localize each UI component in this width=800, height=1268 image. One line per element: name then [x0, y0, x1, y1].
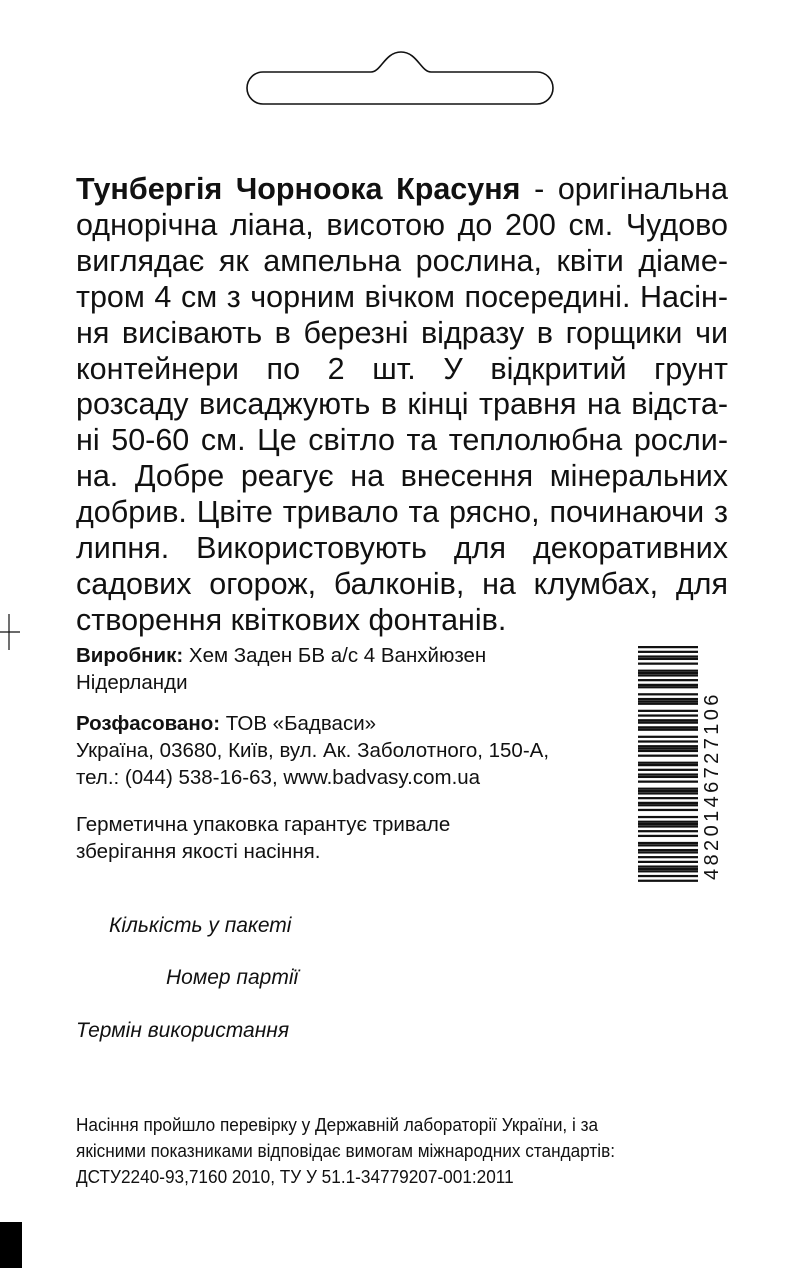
barcode-bar: [638, 842, 698, 844]
certification-line: Насіння пройшло перевірку у Державній лабораторії України, і за: [76, 1114, 599, 1135]
barcode-bar: [638, 830, 698, 832]
barcode-bar: [638, 804, 698, 806]
barcode-bar: [638, 710, 698, 712]
description-line: розсаду висаджують в кінці травня на відста-: [76, 387, 728, 422]
quantity-field-label: Кількість у пакеті: [109, 914, 292, 937]
barcode-bar: [638, 750, 698, 752]
barcode-bar: [638, 747, 698, 749]
crop-mark-icon: [0, 614, 22, 652]
product-description: [76, 172, 728, 639]
barcode-bar: [638, 870, 698, 872]
barcode-bar: [638, 658, 698, 660]
hang-hole-outline: [243, 50, 559, 108]
hermetic-line: зберігання якості насіння.: [76, 840, 321, 863]
packer-name: ТОВ «Бадваси»: [225, 712, 377, 735]
barcode-bar: [638, 788, 698, 790]
barcode-bar: [638, 809, 698, 811]
barcode-bar: [638, 790, 698, 792]
barcode-bar: [638, 693, 698, 695]
barcode-bar: [638, 700, 698, 702]
description-line: тром 4 см з чорним вічком посередині. Насін-: [76, 279, 728, 314]
barcode-bar: [638, 726, 698, 728]
barcode-bar: [638, 722, 698, 724]
barcode-bar: [638, 764, 698, 766]
color-registration-mark: [0, 1222, 22, 1268]
packer-label: Розфасовано:: [76, 712, 221, 735]
barcode: [638, 646, 700, 882]
producer-label: Виробник:: [76, 644, 184, 667]
barcode-bar: [638, 655, 698, 657]
description-line: з липня. Використовують для декоративних: [76, 495, 728, 566]
packer-contacts: тел.: (044) 538-16-63, www.badvasy.com.ua: [76, 766, 481, 789]
barcode-bar: [638, 821, 698, 823]
barcode-bar: [638, 797, 698, 799]
barcode-bar: [638, 825, 698, 827]
producer-country: Нідерланди: [76, 671, 188, 694]
barcode-bar: [638, 719, 698, 721]
barcode-bar: [638, 856, 698, 858]
product-title: Тунбергія Чорноока Красуня: [76, 172, 521, 206]
description-line: на. Добре реагує на внесення мінеральних: [76, 459, 728, 494]
barcode-bar: [638, 703, 698, 705]
barcode-bar: [638, 762, 698, 764]
barcode-bar: [638, 684, 698, 686]
barcode-bar: [638, 816, 698, 818]
barcode-bar: [638, 646, 698, 648]
barcode-bar: [638, 672, 698, 674]
barcode-bar: [638, 865, 698, 867]
barcode-bar: [638, 875, 698, 877]
certification-line: ДСТУ2240-93,7160 2010, ТУ У 51.1-34779207-001:2011: [76, 1166, 514, 1187]
barcode-bar: [638, 835, 698, 837]
barcode-bar: [638, 745, 698, 747]
barcode-bar: [638, 781, 698, 783]
certification-note: [76, 1112, 690, 1190]
barcode-bar: [638, 714, 698, 716]
hermetic-line: Герметична упаковка гарантує тривале: [76, 813, 451, 836]
barcode-bar: [638, 880, 698, 882]
description-line: садових огорож, балконів, на клумбах, для: [76, 566, 728, 601]
description-line: ня висівають в березні відразу в горщики: [76, 315, 683, 350]
producer-name: Хем Заден БВ а/с 4 Ванхйюзен: [188, 644, 487, 667]
barcode-bar: [638, 776, 698, 778]
barcode-bar: [638, 663, 698, 665]
barcode-digits: 4820146727106: [701, 691, 723, 880]
barcode-bar: [638, 773, 698, 775]
barcode-bar: [638, 686, 698, 688]
batch-number-field-label: Номер партії: [166, 966, 299, 989]
description-line: добрив. Цвіте тривало та рясно, починаючи: [76, 495, 705, 530]
barcode-bar: [638, 802, 698, 804]
hermetic-note: [76, 811, 636, 865]
description-line: - оригінальна: [534, 172, 728, 206]
barcode-bar: [638, 698, 698, 700]
expiry-field-label: Термін використання: [76, 1019, 290, 1042]
packer-address: Україна, 03680, Київ, вул. Ак. Заболотного, 150-А,: [76, 739, 550, 762]
barcode-bar: [638, 679, 698, 681]
barcode-bar: [638, 861, 698, 863]
description-line: виглядає як ампельна рослина, квіти діаме-: [76, 243, 728, 278]
barcode-bar: [638, 849, 698, 851]
producer-info: [76, 642, 636, 696]
barcode-bar: [638, 792, 698, 794]
barcode-bar: [638, 868, 698, 870]
barcode-bar: [638, 851, 698, 853]
barcode-bar: [638, 674, 698, 676]
barcode-bar: [638, 670, 698, 672]
description-line: чи контейнери по 2 шт. У відкритий грунт: [76, 315, 728, 386]
barcode-bar: [638, 823, 698, 825]
description-line: ні 50-60 см. Це світло та теплолюбна росли-: [76, 423, 728, 458]
barcode-bar: [638, 769, 698, 771]
description-line: однорічна ліана, висотою до 200 см. Чудово: [76, 207, 728, 242]
certification-line: якісними показниками відповідає вимогам міжнародних стандартів:: [76, 1140, 616, 1161]
barcode-bar: [638, 651, 698, 653]
barcode-bar: [638, 729, 698, 731]
barcode-bar: [638, 736, 698, 738]
description-line: створення квіткових фонтанів.: [76, 602, 507, 637]
packer-info: [76, 710, 636, 791]
barcode-bar: [638, 844, 698, 846]
barcode-bar: [638, 755, 698, 757]
barcode-bar: [638, 740, 698, 742]
